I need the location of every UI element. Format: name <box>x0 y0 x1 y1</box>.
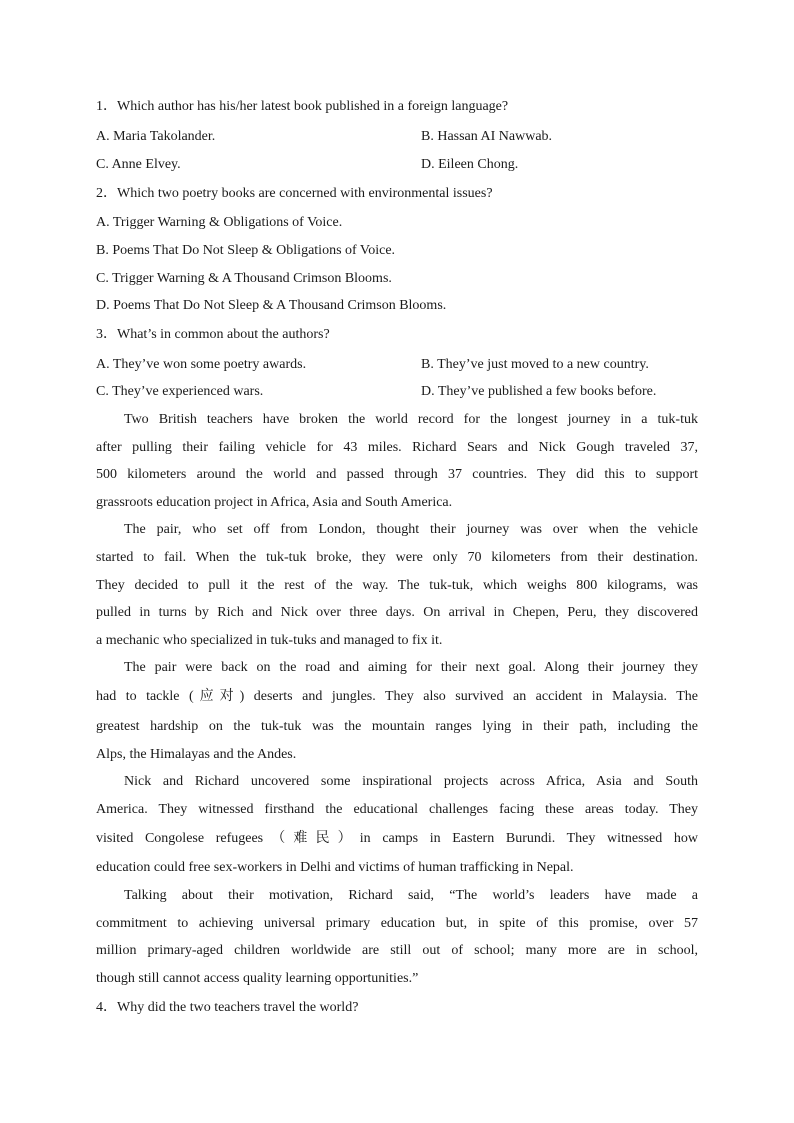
option-a: A. Maria Takolander. <box>96 129 216 144</box>
question-1-options-row-1 <box>96 127 698 147</box>
question-3-stem: 3．What’s in common about the authors? <box>96 327 330 342</box>
passage-line: after pulling their failing vehicle for 43 miles. Richard Sears and Nick Gough traveled 37, <box>96 440 698 455</box>
passage-line: grassroots education project in Africa, Asia and South America. <box>96 495 453 510</box>
question-3-options-row-2 <box>96 382 698 402</box>
passage-line: education could free sex-workers in Delhi and victims of human trafficking in Nepal. <box>96 860 574 875</box>
question-1-options-row-2 <box>96 155 698 175</box>
passage-line: 500 kilometers around the world and passed through 37 countries. They did this to support <box>96 467 698 482</box>
passage-line: greatest hardship on the tuk-tuk was the mountain ranges lying in their path, including the <box>96 719 698 734</box>
passage-line: They decided to pull it the rest of the way. The tuk-tuk, which weighs 800 kilograms, was <box>96 578 698 593</box>
passage-line: Two British teachers have broken the world record for the longest journey in a tuk-tuk <box>124 412 698 427</box>
question-4-stem: 4．Why did the two teachers travel the world? <box>96 1000 359 1015</box>
passage-line: The pair were back on the road and aiming for their next goal. Along their journey they <box>124 660 698 675</box>
passage-line: pulled in turns by Rich and Nick over three days. On arrival in Chepen, Peru, they discovered <box>96 605 698 620</box>
passage-line: Talking about their motivation, Richard said, “The world’s leaders have made a <box>124 888 698 903</box>
option-c: C. Anne Elvey. <box>96 157 181 172</box>
question-2-option-c: C. Trigger Warning & A Thousand Crimson Blooms. <box>96 271 392 286</box>
passage-line: though still cannot access quality learning opportunities.” <box>96 971 419 986</box>
passage-line: had to tackle (应对) deserts and jungles. They also survived an accident in Malaysia. The <box>96 689 698 704</box>
option-c: C. They’ve experienced wars. <box>96 384 264 399</box>
option-b: B. Hassan AI Nawwab. <box>421 129 553 144</box>
passage-line: commitment to achieving universal primary education but, in spite of this promise, over 57 <box>96 916 698 931</box>
passage-line: started to fail. When the tuk-tuk broke, they were only 70 kilometers from their destination. <box>96 550 698 565</box>
question-2-option-d: D. Poems That Do Not Sleep & A Thousand Crimson Blooms. <box>96 298 447 313</box>
question-3-options-row-1 <box>96 355 698 375</box>
option-b: B. They’ve just moved to a new country. <box>421 357 649 372</box>
question-2-stem: 2．Which two poetry books are concerned with environmental issues? <box>96 186 493 201</box>
passage-line: a mechanic who specialized in tuk-tuks and managed to fix it. <box>96 633 443 648</box>
option-a: A. They’ve won some poetry awards. <box>96 357 307 372</box>
question-2-option-a: A. Trigger Warning & Obligations of Voice. <box>96 215 343 230</box>
passage-line: visited Congolese refugees（难民）in camps in Eastern Burundi. They witnessed how <box>96 831 698 846</box>
option-d: D. They’ve published a few books before. <box>421 384 657 399</box>
question-1-stem: 1．Which author has his/her latest book published in a foreign language? <box>96 99 509 114</box>
question-2-option-b: B. Poems That Do Not Sleep & Obligations of Voice. <box>96 243 396 258</box>
passage-line: The pair, who set off from London, thought their journey was over when the vehicle <box>124 522 698 537</box>
passage-line: Alps, the Himalayas and the Andes. <box>96 747 297 762</box>
passage-line: America. They witnessed firsthand the educational challenges facing these areas today. They <box>96 802 698 817</box>
passage-line: million primary-aged children worldwide are still out of school; many more are in school, <box>96 943 698 958</box>
option-d: D. Eileen Chong. <box>421 157 519 172</box>
passage-line: Nick and Richard uncovered some inspirational projects across Africa, Asia and South <box>124 774 698 789</box>
